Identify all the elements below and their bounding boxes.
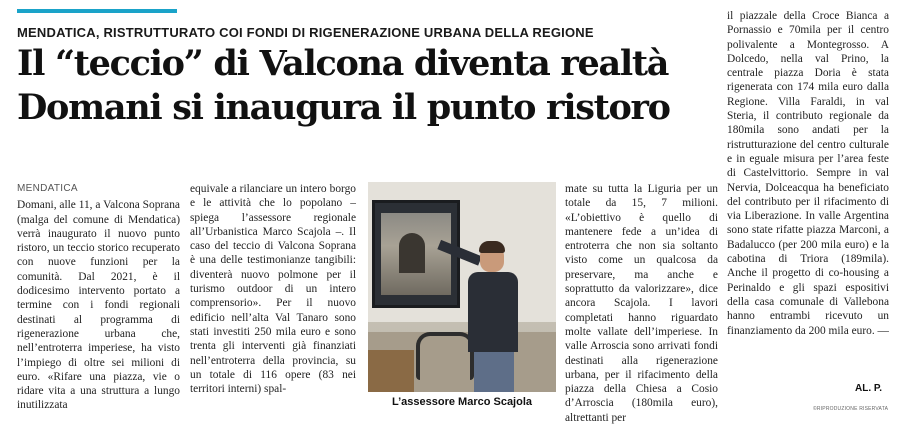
column-3-text: mate su tutta la Liguria per un totale da 15, 7 milioni. «L’obiettivo è quello di mantenere fede a un’idea di entroterra che non sia soltanto visto come un qualcosa da preservare, ma anche e soprattutto da valorizzare», dice ancora Scajola. I lavori completati hanno riguardato molte vallate dell’imperiese. In valle Arroscia sono arrivati fondi destinati alla rigenerazione urbana, per il rifacimento della piazza della Chiesa a Cosio d’Arroscia (180mila euro), altrettanti per bbox=[565, 183, 718, 424]
photo-person-body bbox=[468, 272, 518, 352]
photo-cabinet bbox=[368, 350, 414, 392]
column-1-text: Domani, alle 11, a Valcona Soprana (malga del comune di Mendatica) verrà inaugurato il nuovo punto ristoro, un teccio storico recuperato con nuove funzioni per la comunità. Dal 2021, è il dodicesimo intervento portato a termine con i fondi regionali destinati al programma di rigenerazione urbana che, nell’entroterra imperiese, ha visto l’impiego di oltre sei milioni di euro. «Rifare una piazza, vie o ridare vita a una struttura a lungo inutilizzata bbox=[17, 199, 180, 412]
photo-screen bbox=[372, 200, 460, 308]
article-column-3 bbox=[565, 182, 718, 425]
headline-line-1: Il “teccio” di Valcona diventa realtà bbox=[17, 43, 669, 84]
photo-assessore bbox=[368, 182, 556, 392]
column-2-text: equivale a rilanciare un intero borgo e le attività che lo popolano – spiega l’assessore regionale all’Urbanistica Marco Scajola –. Il caso del teccio di Valcona Soprana è una delle testimonianze tangibili: diventerà nuovo polmone per il turismo outdoor di un intero comprensorio». Per il nuovo edificio nell’alta Val Tanaro sono stati investiti 250 mila euro e sono trenta gli interventi già finanziati nell’entroterra della provincia, su un totale di 116 opere (83 nei territori interni) spal- bbox=[190, 183, 356, 396]
article-column-4 bbox=[727, 9, 889, 338]
kicker: MENDATICA, RISTRUTTURATO COI FONDI DI RIGENERAZIONE URBANA DELLA REGIONE bbox=[17, 25, 594, 40]
author-signature: AL. P. bbox=[855, 383, 883, 394]
column-4-text: il piazzale della Croce Bianca a Pornassio e 70mila per il centro polivalente a Montegrosso. A Dolcedo, nella val Prino, la centrale piazza Doria è stata rigenerata con 174 mila euro dalla Regione. Villa Faraldi, in val Steria, il contributo regionale da 180mila sono andati per la ristrutturazione del centro culturale e in eguale misura per l’area feste di Castelvittorio. Sempre in val Nervia, Dolceacqua ha beneficiato del contributo per il rifacimento di via Liberazione. In valle Argentina sono state rifatte piazza Marconi, a Badalucco (per 200 mila euro) e la cabotina di Triora (189mila). Anche il progetto di co-housing a Perinaldo e gli spazi espositivi della casa comunale di Vallebona hanno entrambi ricevuto un finanziamento da 200 mila euro. — bbox=[727, 10, 889, 337]
headline-line-2: Domani si inaugura il punto ristoro bbox=[17, 87, 670, 128]
copyright-notice: ©RIPRODUZIONE RISERVATA bbox=[813, 406, 889, 412]
photo-caption: L’assessore Marco Scajola bbox=[391, 396, 533, 408]
headline bbox=[17, 42, 722, 130]
photo-person-hair bbox=[479, 241, 505, 253]
photo-screen-arch bbox=[399, 233, 425, 273]
dateline: MENDATICA bbox=[17, 183, 78, 194]
article-column-2 bbox=[190, 182, 356, 396]
article-column-1 bbox=[17, 182, 180, 413]
photo-chair bbox=[416, 332, 474, 380]
photo-person-legs bbox=[474, 352, 514, 392]
accent-bar bbox=[17, 9, 177, 13]
